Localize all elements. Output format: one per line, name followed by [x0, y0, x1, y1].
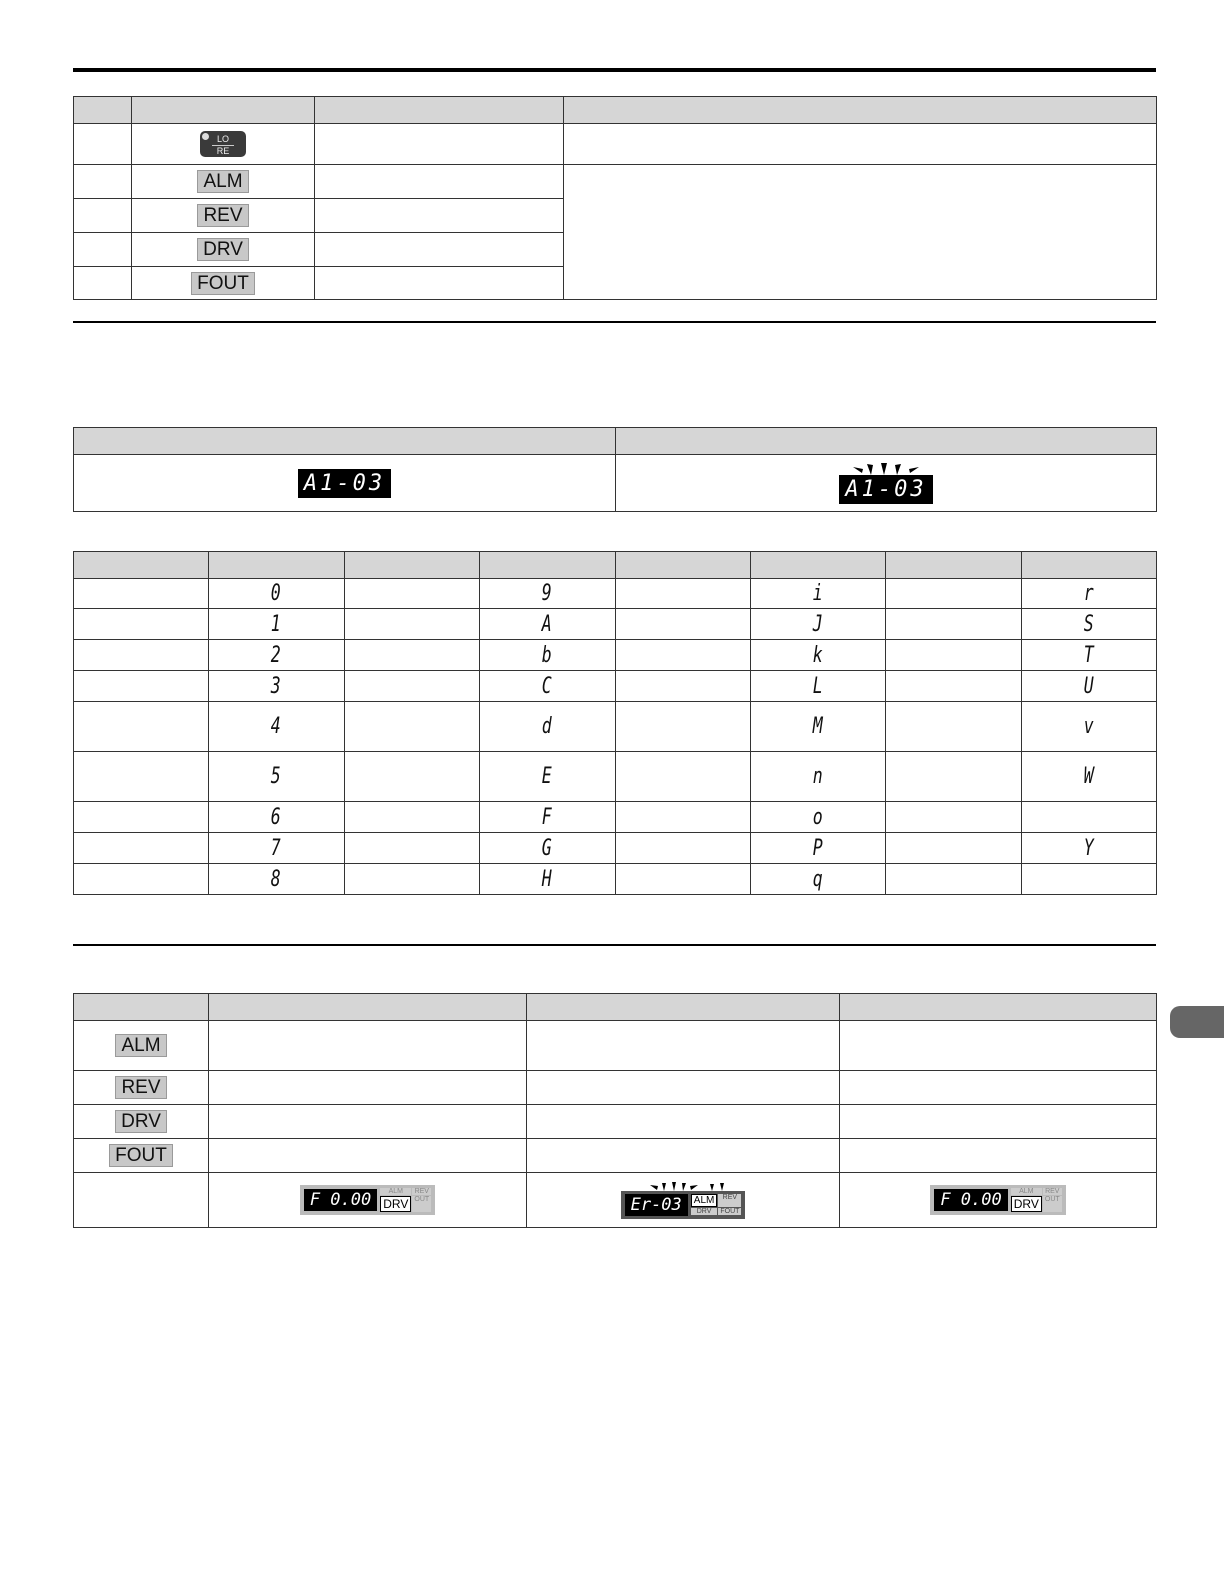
lit-display: A1-03 — [298, 469, 391, 498]
seg-char: L — [812, 673, 824, 699]
chapter-tab — [1170, 1006, 1224, 1038]
seg-char: b — [541, 642, 553, 668]
led-status-table — [73, 993, 1157, 1228]
alm-tag: ALM — [691, 1194, 718, 1207]
rev-tag: REV — [412, 1188, 431, 1195]
seg-char: d — [541, 714, 553, 739]
fout-badge: FOUT — [109, 1144, 173, 1167]
seg-char: Y — [1083, 835, 1095, 861]
seg-char: A — [541, 611, 553, 637]
seg-char: 5 — [271, 764, 282, 789]
alm-tag: ALM — [1011, 1188, 1042, 1195]
out-tag: OUT — [1043, 1196, 1062, 1212]
seg-char: F — [541, 804, 553, 830]
rev-badge: REV — [115, 1076, 166, 1099]
seg-char: G — [541, 835, 553, 861]
seg-char: 0 — [271, 581, 282, 606]
seg-char: T — [1083, 642, 1095, 668]
seg-char: i — [812, 581, 824, 606]
seg-char: J — [812, 611, 824, 637]
seg-char: W — [1083, 764, 1095, 789]
operator-display-middle — [621, 1182, 746, 1219]
rev-tag: REV — [718, 1194, 741, 1207]
seg-char: 7 — [271, 835, 282, 861]
alm-badge: ALM — [115, 1034, 166, 1057]
operator-display-right — [930, 1185, 1065, 1215]
seg-char: M — [812, 714, 824, 739]
display-screen: F 0.00 — [934, 1189, 1007, 1211]
seg-char: 3 — [271, 673, 282, 699]
seg-char: o — [812, 804, 824, 830]
seg-char: 9 — [541, 581, 553, 606]
seg-char: k — [812, 642, 824, 668]
seg-char: n — [812, 764, 824, 789]
rev-tag: REV — [1043, 1188, 1062, 1195]
seg-char: 8 — [271, 866, 282, 892]
drv-tag: DRV — [1011, 1196, 1042, 1212]
blink-display: A1-03 — [839, 475, 932, 504]
section-rule-2 — [73, 944, 1156, 946]
blink-table — [73, 427, 1157, 512]
seg-char: 4 — [271, 714, 282, 739]
lo-re-key-icon: $\frac{LO}{RE}$ — [200, 131, 246, 157]
rev-badge: REV — [197, 204, 248, 227]
display-screen: Er-03 — [625, 1194, 688, 1216]
drv-badge: DRV — [197, 238, 249, 261]
seg-char: H — [541, 866, 553, 892]
top-rule — [73, 68, 1156, 72]
character-table — [73, 551, 1157, 895]
section-rule — [73, 321, 1156, 323]
seg-char: E — [541, 764, 553, 789]
seg-char: 6 — [271, 804, 282, 830]
fout-badge: FOUT — [191, 272, 255, 295]
seg-char: v — [1083, 714, 1095, 739]
drv-tag: DRV — [380, 1196, 411, 1212]
seg-char: C — [541, 673, 553, 699]
drv-badge: DRV — [115, 1110, 167, 1133]
out-tag: OUT — [412, 1196, 431, 1212]
display-screen: F 0.00 — [304, 1189, 377, 1211]
operator-display-left — [300, 1185, 435, 1215]
indicator-table — [73, 96, 1157, 300]
seg-char: S — [1083, 611, 1095, 637]
seg-char: P — [812, 835, 824, 861]
alm-badge: ALM — [197, 170, 248, 193]
alm-tag: ALM — [380, 1188, 411, 1195]
seg-char: q — [812, 866, 824, 892]
seg-char: 2 — [271, 642, 282, 668]
seg-char: 1 — [271, 611, 282, 637]
seg-char: r — [1083, 581, 1095, 606]
fout-tag: FOUT — [720, 1208, 740, 1215]
seg-char: U — [1083, 673, 1095, 699]
drv-tag: DRV — [691, 1208, 718, 1215]
